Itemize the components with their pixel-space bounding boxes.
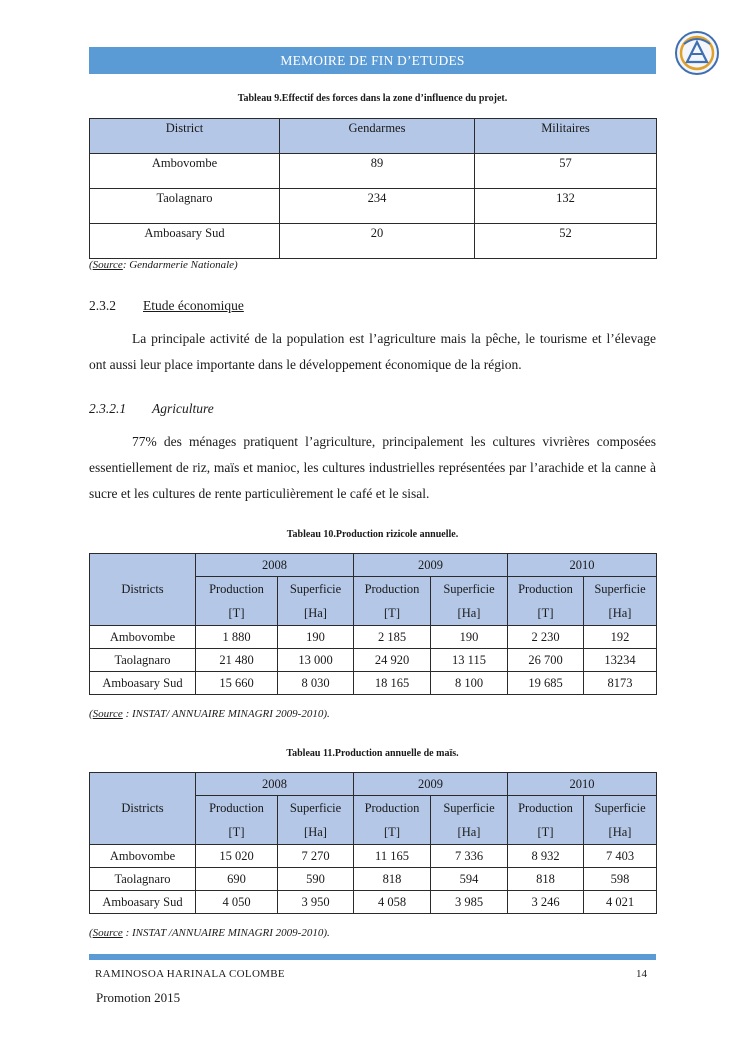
cell-value: 7 403: [584, 845, 657, 868]
cell-value: 4 058: [354, 891, 431, 914]
cell-militaires: 52: [475, 224, 657, 259]
cell-value: 8 932: [508, 845, 584, 868]
cell-value: 3 950: [278, 891, 354, 914]
cell-value: 7 336: [431, 845, 508, 868]
cell-militaires: 57: [475, 154, 657, 189]
col-header-production: Production [T]: [196, 577, 278, 626]
cell-value: 11 165: [354, 845, 431, 868]
subsection-heading: [89, 401, 214, 417]
cell-gendarmes: 20: [280, 224, 475, 259]
cell-value: 8173: [584, 672, 657, 695]
cell-value: 13 000: [278, 649, 354, 672]
cell-district: Amboasary Sud: [90, 891, 196, 914]
table-row: [90, 868, 657, 891]
col-header-district: District: [90, 119, 280, 154]
agriculture-paragraph: 77% des ménages pratiquent l’agriculture, principalement les cultures vivrières composées essentiellement de riz, maïs et manioc, les cultures industrielles représentées par l’arachide et la canne à sucre et les cultures de rente particulièrement le café et le sisal.: [89, 434, 656, 501]
col-header-production: Production [T]: [354, 577, 431, 626]
col-header-superficie: Superficie [Ha]: [278, 796, 354, 845]
page-number: 14: [636, 968, 647, 980]
section-title: Etude économique: [143, 298, 244, 313]
table-row: [90, 845, 657, 868]
cell-value: 190: [431, 626, 508, 649]
col-header-superficie: Superficie [Ha]: [584, 796, 657, 845]
table-header-row: [90, 119, 657, 154]
col-header-year: 2010: [508, 773, 657, 796]
document-header-title: MEMOIRE DE FIN D’ETUDES: [280, 52, 465, 68]
table11-caption: Tableau 11.Production annuelle de maïs.: [286, 748, 459, 759]
cell-district: Taolagnaro: [90, 649, 196, 672]
col-header-year: 2008: [196, 773, 354, 796]
footer-promotion: Promotion 2015: [96, 990, 181, 1005]
table9-source: (Source: Gendarmerie Nationale): [89, 259, 238, 271]
cell-value: 13234: [584, 649, 657, 672]
col-header-year: 2010: [508, 554, 657, 577]
table-header-row: [90, 773, 657, 796]
document-header-bar: [89, 47, 656, 74]
cell-value: 13 115: [431, 649, 508, 672]
cell-value: 21 480: [196, 649, 278, 672]
cell-value: 598: [584, 868, 657, 891]
col-header-production: Production [T]: [508, 796, 584, 845]
col-header-superficie: Superficie [Ha]: [431, 796, 508, 845]
col-header-production: Production [T]: [196, 796, 278, 845]
cell-value: 590: [278, 868, 354, 891]
cell-district: Taolagnaro: [90, 189, 280, 224]
cell-value: 818: [508, 868, 584, 891]
table9-caption: Tableau 9.Effectif des forces dans la zone d’influence du projet.: [237, 93, 508, 104]
cell-district: Ambovombe: [90, 154, 280, 189]
table11-source: (Source : INSTAT /ANNUAIRE MINAGRI 2009-2010).: [89, 927, 330, 939]
subsection-number: 2.3.2.1: [89, 401, 127, 416]
cell-district: Ambovombe: [90, 845, 196, 868]
col-header-year: 2008: [196, 554, 354, 577]
section-number: 2.3.2: [89, 298, 116, 313]
table-row: [90, 224, 657, 259]
cell-value: 4 050: [196, 891, 278, 914]
table10-source: (Source : INSTAT/ ANNUAIRE MINAGRI 2009-2010).: [89, 708, 330, 720]
cell-value: 690: [196, 868, 278, 891]
cell-value: 15 020: [196, 845, 278, 868]
cell-value: 8 030: [278, 672, 354, 695]
cell-value: 1 880: [196, 626, 278, 649]
university-emblem-icon: [674, 30, 720, 76]
cell-value: 2 185: [354, 626, 431, 649]
col-header-gendarmes: Gendarmes: [280, 119, 475, 154]
cell-value: 594: [431, 868, 508, 891]
footer-divider: [89, 954, 656, 960]
cell-value: 3 985: [431, 891, 508, 914]
table11-maize-production: [89, 772, 657, 914]
cell-value: 18 165: [354, 672, 431, 695]
table-row: [90, 626, 657, 649]
cell-value: 4 021: [584, 891, 657, 914]
table-row: [90, 154, 657, 189]
footer-author: RAMINOSOA HARINALA COLOMBE: [95, 968, 285, 980]
col-header-superficie: Superficie [Ha]: [278, 577, 354, 626]
col-header-superficie: Superficie [Ha]: [584, 577, 657, 626]
cell-district: Amboasary Sud: [90, 224, 280, 259]
col-header-districts: Districts: [90, 773, 196, 845]
cell-value: 3 246: [508, 891, 584, 914]
table-row: [90, 891, 657, 914]
col-header-production: Production [T]: [508, 577, 584, 626]
cell-militaires: 132: [475, 189, 657, 224]
table-row: [90, 649, 657, 672]
cell-value: 8 100: [431, 672, 508, 695]
col-header-year: 2009: [354, 554, 508, 577]
section-paragraph: La principale activité de la population est l’agriculture mais la pêche, le tourisme et l’élevage ont aussi leur place importante dans le développement économique de la région.: [89, 331, 656, 372]
cell-value: 26 700: [508, 649, 584, 672]
table-row: [90, 672, 657, 695]
cell-gendarmes: 89: [280, 154, 475, 189]
col-header-production: Production [T]: [354, 796, 431, 845]
cell-value: 2 230: [508, 626, 584, 649]
cell-district: Ambovombe: [90, 626, 196, 649]
cell-value: 192: [584, 626, 657, 649]
cell-value: 19 685: [508, 672, 584, 695]
table-row: [90, 189, 657, 224]
col-header-districts: Districts: [90, 554, 196, 626]
col-header-superficie: Superficie [Ha]: [431, 577, 508, 626]
table10-rice-production: [89, 553, 657, 695]
cell-value: 190: [278, 626, 354, 649]
cell-value: 818: [354, 868, 431, 891]
col-header-militaires: Militaires: [475, 119, 657, 154]
table9-forces: [89, 118, 657, 259]
cell-district: Taolagnaro: [90, 868, 196, 891]
cell-value: 15 660: [196, 672, 278, 695]
cell-district: Amboasary Sud: [90, 672, 196, 695]
subsection-title: Agriculture: [152, 401, 214, 416]
cell-value: 24 920: [354, 649, 431, 672]
col-header-year: 2009: [354, 773, 508, 796]
table10-caption: Tableau 10.Production rizicole annuelle.: [286, 529, 459, 540]
section-heading: [89, 298, 244, 314]
cell-gendarmes: 234: [280, 189, 475, 224]
cell-value: 7 270: [278, 845, 354, 868]
table-header-row: [90, 554, 657, 577]
